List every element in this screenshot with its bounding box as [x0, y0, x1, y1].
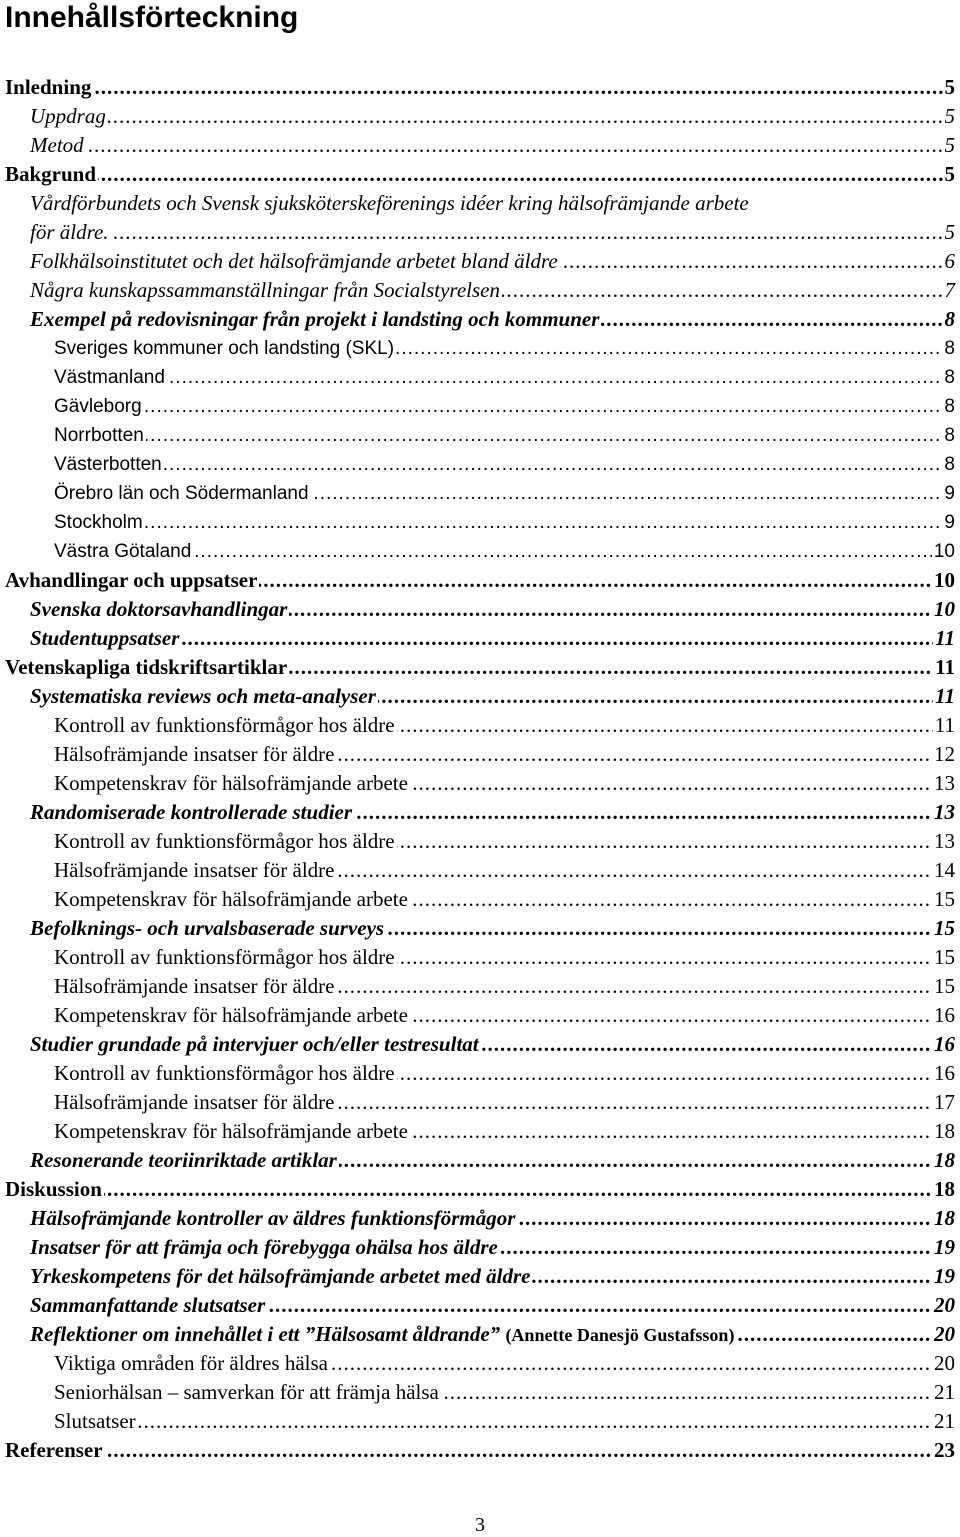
toc-entry[interactable] — [0, 856, 960, 885]
toc-entry[interactable] — [0, 1320, 960, 1349]
toc-entry[interactable] — [0, 1059, 960, 1088]
toc-entry-page: 10 — [932, 537, 955, 566]
toc-entry-title: Sammanfattande slutsatser — [30, 1291, 267, 1320]
toc-entry-title: Kontroll av funktionsförmågor hos äldre — [54, 943, 397, 972]
toc-entry-title: Stockholm — [54, 508, 145, 537]
toc-entry[interactable] — [0, 566, 960, 595]
toc-entry[interactable] — [0, 1378, 960, 1407]
toc-entry[interactable] — [0, 218, 960, 247]
page-number: 3 — [475, 1514, 485, 1536]
toc-entry-page: 10 — [932, 566, 955, 595]
toc-entry[interactable] — [0, 682, 960, 711]
toc-entry[interactable] — [0, 131, 960, 160]
toc-entry[interactable] — [0, 73, 960, 102]
toc-entry-title: Sveriges kommuner och landsting (SKL) — [54, 334, 396, 363]
toc-entry[interactable] — [0, 102, 960, 131]
toc-entry-page: 8 — [943, 305, 956, 334]
toc-entry-page: 18 — [932, 1204, 955, 1233]
toc-entry[interactable] — [0, 1291, 960, 1320]
toc-entry-page: 20 — [932, 1320, 955, 1349]
toc-entry-title-main: Reflektioner om innehållet i ett ”Hälsosamt åldrande” — [30, 1322, 501, 1346]
toc-entry-page: 23 — [932, 1436, 955, 1465]
toc-entry-page: 16 — [932, 1001, 955, 1030]
toc-entry-page: 14 — [932, 856, 955, 885]
toc-entry-page: 19 — [932, 1233, 955, 1262]
toc-entry-title: Norrbotten — [54, 421, 146, 450]
toc-entry[interactable] — [0, 1146, 960, 1175]
toc-entry-page: 15 — [932, 885, 955, 914]
toc-entry-title: Insatser för att främja och förebygga ohälsa hos äldre — [30, 1233, 500, 1262]
toc-entry-page: 10 — [932, 595, 955, 624]
toc-entry-title: Yrkeskompetens för det hälsofrämjande arbetet med äldre — [30, 1262, 532, 1291]
toc-entry-page: 7 — [943, 276, 956, 305]
toc-entry-title: Slutsatser — [54, 1407, 138, 1436]
toc-entry[interactable] — [0, 479, 960, 508]
toc-entry[interactable] — [0, 160, 960, 189]
toc-entry[interactable] — [0, 537, 960, 566]
toc-entry[interactable] — [0, 276, 960, 305]
toc-entry-page: 5 — [943, 160, 956, 189]
toc-entry-title: Svenska doktorsavhandlingar — [30, 595, 289, 624]
toc-entry-page: 18 — [932, 1117, 955, 1146]
toc-entry-page: 11 — [933, 624, 955, 653]
toc-entry[interactable] — [0, 1001, 960, 1030]
toc-entry[interactable] — [0, 798, 960, 827]
toc-entry-title: Resonerande teoriinriktade artiklar — [30, 1146, 339, 1175]
toc-entry-page: 5 — [943, 73, 956, 102]
toc-entry-page: 15 — [932, 914, 955, 943]
toc-entry[interactable] — [0, 1233, 960, 1262]
toc-entry-title: Hälsofrämjande insatser för äldre — [54, 856, 336, 885]
toc-entry-page: 21 — [932, 1407, 955, 1436]
toc-entry-title: Örebro län och Södermanland — [54, 479, 311, 508]
toc-heading: Innehållsförteckning — [5, 1, 299, 34]
toc-entry[interactable] — [0, 827, 960, 856]
toc-entry-page: 8 — [942, 392, 955, 421]
toc-entry-title: Viktiga områden för äldres hälsa — [54, 1349, 330, 1378]
toc-entry[interactable] — [0, 421, 960, 450]
toc-entry-page: 19 — [932, 1262, 955, 1291]
toc-entry[interactable] — [0, 1349, 960, 1378]
toc-entry-title: Gävleborg — [54, 392, 144, 421]
toc-entry[interactable] — [0, 624, 960, 653]
toc-entry-page: 12 — [932, 740, 955, 769]
toc-entry-author: (Annette Danesjö Gustafsson) — [505, 1325, 735, 1345]
toc-entry-page: 6 — [943, 247, 956, 276]
toc-entry-title: Kompetenskrav för hälsofrämjande arbete — [54, 1117, 410, 1146]
toc-entry-title: Exempel på redovisningar från projekt i landsting och kommuner — [30, 305, 601, 334]
toc-entry[interactable] — [0, 334, 960, 363]
toc-entry-page: 11 — [933, 682, 955, 711]
toc-entry[interactable] — [0, 653, 960, 682]
toc-entry-page: 15 — [932, 972, 955, 1001]
toc-entry-page: 13 — [932, 769, 955, 798]
toc-entry-title: Några kunskapssammanställningar från Socialstyrelsen — [30, 276, 502, 305]
toc-entry-title: Studentuppsatser — [30, 624, 181, 653]
toc-entry[interactable] — [0, 740, 960, 769]
toc-entry-title: Seniorhälsan – samverkan för att främja hälsa — [54, 1378, 441, 1407]
toc-entry-page: 5 — [943, 102, 956, 131]
toc-entry-title: Randomiserade kontrollerade studier — [30, 798, 354, 827]
toc-entry-page: 21 — [932, 1378, 955, 1407]
toc-entry[interactable] — [0, 392, 960, 421]
toc-entry-page: 16 — [932, 1030, 955, 1059]
toc-entry[interactable] — [0, 247, 960, 276]
toc-entry-title-line1: Vårdförbundets och Svensk sjuksköterskeförenings idéer kring hälsofrämjande arbete — [30, 191, 749, 215]
toc-entry[interactable] — [0, 711, 960, 740]
toc-entry[interactable] — [0, 1117, 960, 1146]
toc-entry[interactable] — [0, 508, 960, 537]
toc-entry-title: Referenser — [5, 1436, 105, 1465]
toc-entry[interactable] — [0, 1088, 960, 1117]
toc-entry-title: Befolknings- och urvalsbaserade surveys — [30, 914, 386, 943]
toc-entry-title: Avhandlingar och uppsatser — [5, 566, 259, 595]
toc-entry-title: Västmanland — [54, 363, 167, 392]
toc-entry-title: Hälsofrämjande kontroller av äldres funktionsförmågor — [30, 1204, 517, 1233]
toc-entry-page: 18 — [932, 1146, 955, 1175]
toc-entry-title: Diskussion — [5, 1175, 104, 1204]
toc-entry-title: Västerbotten — [54, 450, 164, 479]
toc-entry[interactable] — [0, 769, 960, 798]
toc-entry-title: Metod — [30, 131, 86, 160]
toc-entry[interactable] — [0, 595, 960, 624]
toc-entry-title: Kompetenskrav för hälsofrämjande arbete — [54, 769, 410, 798]
toc-entry-title: Västra Götaland — [54, 537, 193, 566]
toc-entry[interactable] — [0, 1175, 960, 1204]
table-of-contents — [0, 73, 960, 1465]
toc-entry-title: Uppdrag — [30, 102, 108, 131]
toc-entry-page: 9 — [942, 508, 955, 537]
toc-entry-title: Studier grundade på intervjuer och/eller testresultat — [30, 1030, 481, 1059]
toc-entry-title: Kontroll av funktionsförmågor hos äldre — [54, 827, 397, 856]
toc-entry-title: Folkhälsoinstitutet och det hälsofrämjande arbetet bland äldre — [30, 247, 560, 276]
toc-entry-page: 11 — [933, 711, 955, 740]
toc-entry[interactable] — [0, 1407, 960, 1436]
toc-entry-page: 9 — [942, 479, 955, 508]
toc-entry-page: 8 — [942, 334, 955, 363]
toc-entry-page: 11 — [933, 653, 955, 682]
toc-entry-title: Hälsofrämjande insatser för äldre — [54, 740, 336, 769]
toc-entry-page: 13 — [932, 827, 955, 856]
toc-entry-page: 17 — [932, 1088, 955, 1117]
toc-entry-title: Kompetenskrav för hälsofrämjande arbete — [54, 885, 410, 914]
toc-entry-title: Hälsofrämjande insatser för äldre — [54, 972, 336, 1001]
toc-entry[interactable] — [0, 943, 960, 972]
toc-entry-page: 20 — [932, 1349, 955, 1378]
toc-entry[interactable] — [0, 1262, 960, 1291]
toc-entry[interactable] — [0, 1436, 960, 1465]
toc-entry-page: 15 — [932, 943, 955, 972]
toc-entry-title: Inledning — [5, 73, 93, 102]
toc-entry-title: Vetenskapliga tidskriftsartiklar — [5, 653, 289, 682]
toc-entry-title: Kontroll av funktionsförmågor hos äldre — [54, 1059, 397, 1088]
toc-entry-page: 5 — [943, 218, 956, 247]
toc-entry-title — [30, 1320, 736, 1350]
toc-entry[interactable] — [0, 972, 960, 1001]
toc-entry-page: 8 — [942, 450, 955, 479]
toc-entry-title: Systematiska reviews och meta-analyser — [30, 682, 378, 711]
toc-entry-page: 20 — [932, 1291, 955, 1320]
toc-entry[interactable] — [0, 363, 960, 392]
toc-entry[interactable] — [0, 914, 960, 943]
toc-entry-title: Kompetenskrav för hälsofrämjande arbete — [54, 1001, 410, 1030]
toc-entry-page: 8 — [942, 421, 955, 450]
toc-entry[interactable] — [0, 450, 960, 479]
toc-entry-page: 16 — [932, 1059, 955, 1088]
toc-entry-title: för äldre. — [30, 218, 111, 247]
toc-entry[interactable] — [0, 1204, 960, 1233]
toc-entry[interactable] — [0, 885, 960, 914]
toc-entry-page: 5 — [943, 131, 956, 160]
toc-entry-page: 13 — [932, 798, 955, 827]
toc-entry-page: 18 — [932, 1175, 955, 1204]
toc-entry[interactable] — [0, 1030, 960, 1059]
toc-entry-wrapped-line[interactable] — [0, 189, 960, 218]
toc-entry-title: Bakgrund — [5, 160, 98, 189]
toc-entry-title: Hälsofrämjande insatser för äldre — [54, 1088, 336, 1117]
toc-entry-title: Kontroll av funktionsförmågor hos äldre — [54, 711, 397, 740]
toc-entry[interactable] — [0, 305, 960, 334]
toc-entry-page: 8 — [942, 363, 955, 392]
